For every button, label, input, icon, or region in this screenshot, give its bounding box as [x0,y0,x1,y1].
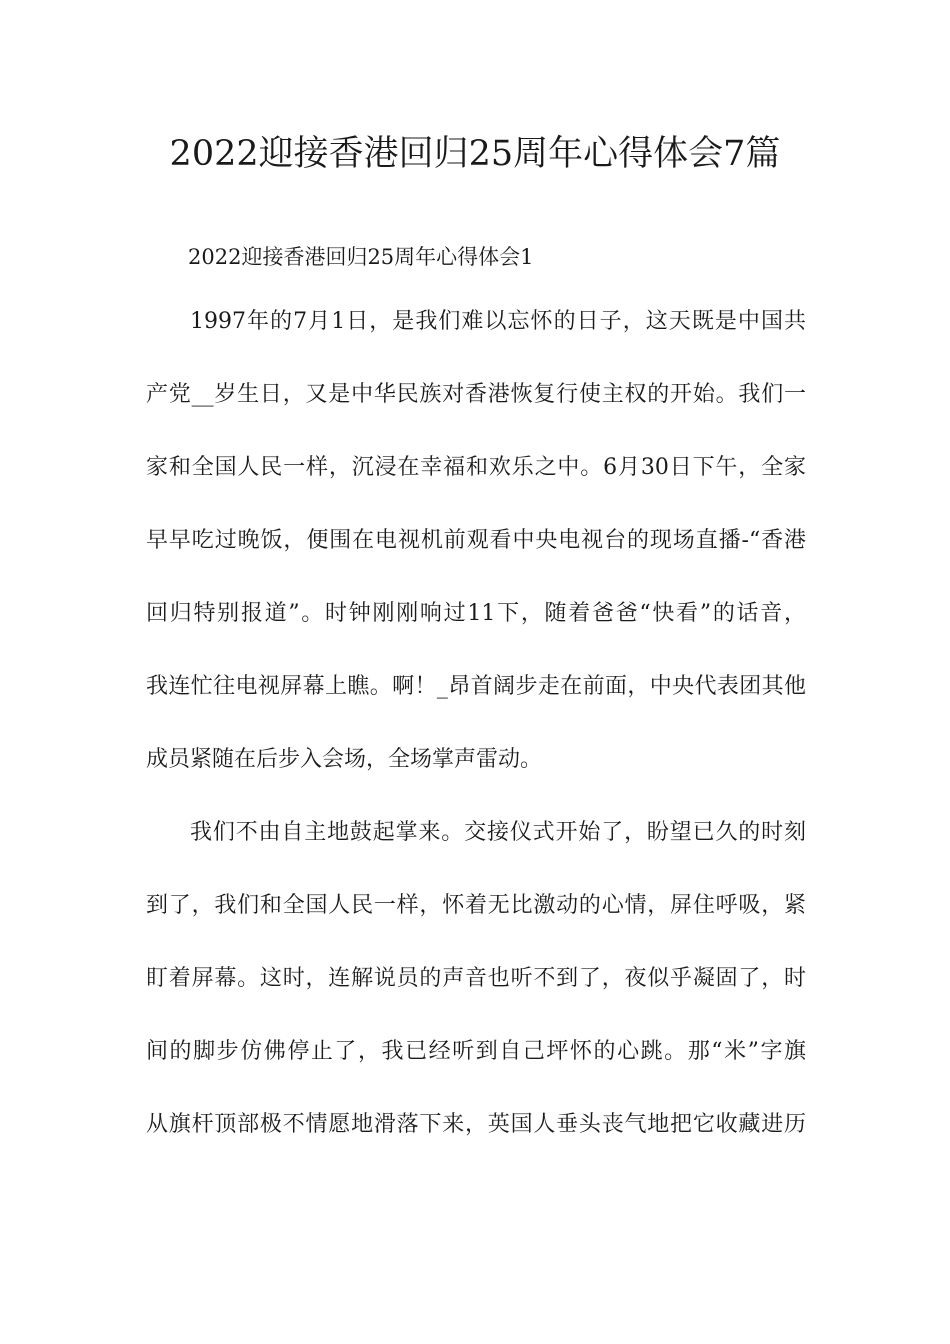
paragraph-line: 回归特别报道”。时钟刚刚响过11下，随着爸爸“快看”的话音， [146,601,806,626]
paragraph-line: 家和全国人民一样，沉浸在幸福和欢乐之中。6月30日下午，全家 [146,455,806,480]
paragraph-line: 成员紧随在后步入会场，全场掌声雷动。 [146,747,543,772]
paragraph-line: 间的脚步仿佛停止了，我已经听到自己坪怀的心跳。那“米”字旗 [146,1039,806,1064]
section-heading: 2022迎接香港回归25周年心得体会1 [188,245,534,269]
paragraph-line: 到了，我们和全国人民一样，怀着无比激动的心情，屏住呼吸，紧 [146,893,806,918]
paragraph-line: 从旗杆顶部极不情愿地滑落下来，英国人垂头丧气地把它收藏进历 [146,1112,806,1137]
paragraph-line: 我连忙往电视屏幕上瞧。啊！_昂首阔步走在前面，中央代表团其他 [146,674,806,699]
document-title: 2022迎接香港回归25周年心得体会7篇 [169,134,781,174]
paragraph-line: 盯着屏幕。这时，连解说员的声音也听不到了，夜似乎凝固了，时 [146,966,806,991]
paragraph-line: 1997年的7月1日，是我们难以忘怀的日子，这天既是中国共 [190,309,806,334]
paragraph-line: 早早吃过晚饭，便围在电视机前观看中央电视台的现场直播-“香港 [146,528,806,553]
paragraph-line: 我们不由自主地鼓起掌来。交接仪式开始了，盼望已久的时刻 [190,820,806,845]
paragraph-line: 产党__岁生日，又是中华民族对香港恢复行使主权的开始。我们一 [146,382,806,407]
